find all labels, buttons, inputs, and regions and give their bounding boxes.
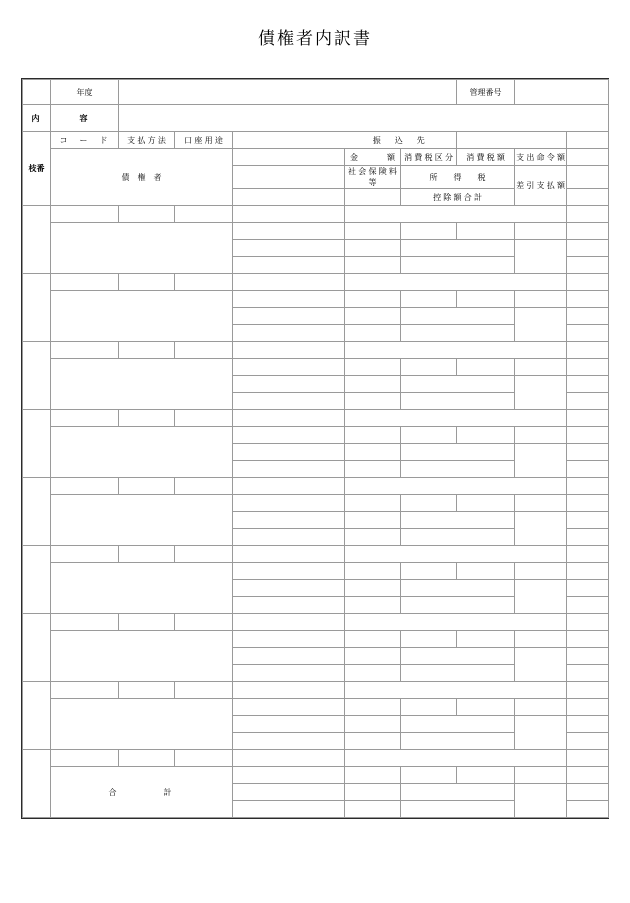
cell-top-blank-3 [457,274,515,291]
cell-tax-category[interactable] [401,563,457,580]
cell-net-payment[interactable] [515,648,567,682]
cell-right-3[interactable] [567,529,609,546]
cell-net-payment[interactable] [515,240,567,274]
cell-consumption-tax[interactable] [457,631,515,648]
cell-branch-no[interactable] [23,410,51,478]
cell-branch-no[interactable] [23,614,51,682]
cell-row-right[interactable] [567,682,609,699]
cell-net-payment[interactable] [515,308,567,342]
table-row [23,682,609,699]
cell-top-blank-2 [401,478,457,495]
cell-top-blank-2 [401,342,457,359]
cell-income-tax[interactable] [401,580,515,597]
cell-branch-no[interactable] [23,546,51,614]
cell-deduction-total[interactable] [401,665,515,682]
cell-right-1[interactable] [567,631,609,648]
cell-blank-mid[interactable] [345,733,401,750]
cell-top-blank-1 [345,274,401,291]
cell-creditor[interactable] [51,359,233,410]
cell-payment-order-amount[interactable] [515,291,567,308]
cell-account-use[interactable] [175,478,233,495]
cell-code[interactable] [51,410,119,427]
cell-creditor[interactable] [51,291,233,342]
cell-creditor[interactable] [51,631,233,682]
cell-transfer-detail-3[interactable] [233,597,345,614]
cell-transfer-detail-1[interactable] [233,359,345,376]
cell-account-use[interactable] [175,682,233,699]
cell-deduction-total[interactable] [401,597,515,614]
page-title: 債権者内訳書 [258,29,372,49]
total-amount[interactable] [345,767,401,784]
cell-right-2[interactable] [567,716,609,733]
table-row-creditor [23,223,609,240]
col-amount-gaku: 額 [387,152,395,162]
cell-transfer-to[interactable] [233,274,345,291]
cell-code[interactable] [51,274,119,291]
cell-amount[interactable] [345,359,401,376]
total-detail-2 [233,784,345,801]
colheader-row-1 [23,132,609,149]
table-row [23,614,609,631]
cell-payment-order-amount[interactable] [515,495,567,512]
total-row-label [23,767,609,784]
cell-income-tax[interactable] [401,308,515,325]
total-right-1 [567,767,609,784]
cell-right-3[interactable] [567,257,609,274]
col-transfer-detail-2 [233,166,345,189]
col-transfer-to-right [457,132,515,149]
cell-net-payment[interactable] [515,580,567,614]
cell-blank-mid[interactable] [345,461,401,478]
cell-transfer-to[interactable] [233,614,345,631]
cell-payment-method[interactable] [119,682,175,699]
total-code [51,750,119,767]
total-social-insurance[interactable] [345,784,401,801]
cell-consumption-tax[interactable] [457,699,515,716]
cell-branch-no[interactable] [23,682,51,750]
total-payment-order-amount[interactable] [515,767,567,784]
spacer-cell [23,80,51,105]
total-right [567,750,609,767]
col-transfer-detail-1 [233,149,345,166]
cell-social-insurance[interactable] [345,376,401,393]
cell-top-blank-4 [515,682,567,699]
cell-top-blank-1 [345,546,401,563]
cell-deduction-total[interactable] [401,529,515,546]
col-blank-right-4 [567,189,609,206]
cell-transfer-detail-2[interactable] [233,512,345,529]
table-row [23,478,609,495]
cell-top-blank-4 [515,206,567,223]
table-row-creditor [23,699,609,716]
cell-income-tax[interactable] [401,512,515,529]
cell-tax-category[interactable] [401,699,457,716]
cell-net-payment[interactable] [515,512,567,546]
cell-right-2[interactable] [567,376,609,393]
cell-top-blank-4 [515,342,567,359]
cell-income-tax[interactable] [401,240,515,257]
cell-amount[interactable] [345,495,401,512]
cell-creditor[interactable] [51,427,233,478]
cell-code[interactable] [51,614,119,631]
cell-right-2[interactable] [567,240,609,257]
colheader-row-2 [23,149,609,166]
cell-top-blank-4 [515,410,567,427]
cell-tax-category[interactable] [401,223,457,240]
total-detail-1 [233,767,345,784]
cell-social-insurance[interactable] [345,716,401,733]
col-payment-method: 支 払 方 法 [119,132,175,149]
total-tax-category[interactable] [401,767,457,784]
cell-top-blank-3 [457,410,515,427]
cell-row-right[interactable] [567,274,609,291]
cell-top-blank-1 [345,410,401,427]
total-row-head [23,750,609,767]
col-account-use: 口 座 用 途 [175,132,233,149]
cell-right-1[interactable] [567,359,609,376]
cell-transfer-detail-3[interactable] [233,257,345,274]
table-row [23,546,609,563]
cell-right-2[interactable] [567,648,609,665]
col-blank-right-3 [567,166,609,189]
cell-right-3[interactable] [567,393,609,410]
col-social-insurance: 社 会 保 険 料 等 [345,166,401,189]
cell-transfer-to[interactable] [233,682,345,699]
total-deduction-total[interactable] [401,801,515,818]
total-account-use [175,750,233,767]
table-row [23,410,609,427]
cell-social-insurance[interactable] [345,444,401,461]
col-transfer-to-left [233,132,345,149]
cell-top-blank-1 [345,614,401,631]
cell-tax-category[interactable] [401,359,457,376]
cell-payment-method[interactable] [119,410,175,427]
fiscal-year-value[interactable] [119,80,457,105]
cell-deduction-total[interactable] [401,393,515,410]
cell-payment-method[interactable] [119,478,175,495]
cell-blank-mid[interactable] [345,665,401,682]
cell-amount[interactable] [345,223,401,240]
cell-payment-method[interactable] [119,206,175,223]
table-row [23,342,609,359]
cell-transfer-detail-2[interactable] [233,444,345,461]
cell-transfer-to[interactable] [233,546,345,563]
cell-account-use[interactable] [175,206,233,223]
total-detail-3 [233,801,345,818]
cell-amount[interactable] [345,291,401,308]
cell-deduction-total[interactable] [401,461,515,478]
cell-tax-category[interactable] [401,427,457,444]
cell-right-3[interactable] [567,461,609,478]
cell-creditor[interactable] [51,223,233,274]
cell-top-blank-2 [401,614,457,631]
cell-social-insurance[interactable] [345,512,401,529]
cell-code[interactable] [51,682,119,699]
control-number-value[interactable] [515,80,609,105]
cell-consumption-tax[interactable] [457,427,515,444]
total-top-blank-2 [401,750,457,767]
cell-transfer-detail-2[interactable] [233,240,345,257]
cell-blank-mid[interactable] [345,597,401,614]
cell-consumption-tax[interactable] [457,359,515,376]
col-transfer-detail-3 [233,189,345,206]
table-row [23,274,609,291]
cell-transfer-detail-1[interactable] [233,631,345,648]
cell-net-payment[interactable] [515,376,567,410]
cell-transfer-detail-1[interactable] [233,699,345,716]
total-net-payment[interactable] [515,784,567,818]
col-net-payment: 差 引 支 払 額 [516,181,565,190]
cell-social-insurance[interactable] [345,240,401,257]
cell-top-blank-2 [401,274,457,291]
cell-right-3[interactable] [567,733,609,750]
cell-row-right[interactable] [567,546,609,563]
cell-row-right[interactable] [567,206,609,223]
col-net-payment-cell [515,166,567,206]
cell-top-blank-1 [345,682,401,699]
cell-row-right[interactable] [567,478,609,495]
cell-payment-method[interactable] [119,614,175,631]
table-row-creditor [23,359,609,376]
cell-transfer-detail-1[interactable] [233,223,345,240]
cell-top-blank-3 [457,478,515,495]
cell-right-1[interactable] [567,495,609,512]
cell-transfer-detail-3[interactable] [233,393,345,410]
cell-top-blank-3 [457,682,515,699]
cell-row-right[interactable] [567,614,609,631]
cell-payment-order-amount[interactable] [515,699,567,716]
cell-top-blank-2 [401,410,457,427]
cell-branch-no[interactable] [23,478,51,546]
col-consumption-tax: 消 費 税 額 [457,149,515,166]
cell-tax-category[interactable] [401,495,457,512]
cell-transfer-detail-2[interactable] [233,376,345,393]
total-top-blank-3 [457,750,515,767]
cell-right-1[interactable] [567,699,609,716]
total-payment-method [119,750,175,767]
cell-transfer-detail-3[interactable] [233,325,345,342]
cell-top-blank-4 [515,546,567,563]
cell-account-use[interactable] [175,546,233,563]
cell-account-use[interactable] [175,274,233,291]
table-row [23,206,609,223]
cell-income-tax[interactable] [401,376,515,393]
main-table [22,79,609,818]
cell-deduction-total[interactable] [401,733,515,750]
cell-transfer-detail-1[interactable] [233,291,345,308]
total-blank-mid [345,801,401,818]
cell-transfer-detail-2[interactable] [233,716,345,733]
col-branch-no: 枝番 [23,132,51,206]
table-row-creditor [23,495,609,512]
cell-net-payment[interactable] [515,444,567,478]
cell-code[interactable] [51,546,119,563]
total-transfer-to [233,750,345,767]
total-top-blank-1 [345,750,401,767]
cell-tax-category[interactable] [401,291,457,308]
cell-top-blank-4 [515,614,567,631]
cell-top-blank-1 [345,478,401,495]
table-row-creditor [23,291,609,308]
cell-transfer-detail-2[interactable] [233,308,345,325]
cell-deduction-total[interactable] [401,257,515,274]
creditor-breakdown-sheet [21,78,609,819]
cell-right-3[interactable] [567,597,609,614]
col-blank-mid [345,189,401,206]
cell-consumption-tax[interactable] [457,291,515,308]
table-row-creditor [23,631,609,648]
cell-top-blank-3 [457,546,515,563]
cell-right-3[interactable] [567,325,609,342]
cell-social-insurance[interactable] [345,580,401,597]
cell-top-blank-3 [457,206,515,223]
col-amount [345,149,401,166]
cell-transfer-detail-1[interactable] [233,427,345,444]
cell-payment-order-amount[interactable] [515,631,567,648]
cell-creditor[interactable] [51,563,233,614]
cell-right-3[interactable] [567,665,609,682]
cell-transfer-to[interactable] [233,206,345,223]
content-label-part2: 容 [51,105,119,132]
cell-payment-method[interactable] [119,342,175,359]
cell-amount[interactable] [345,631,401,648]
cell-amount[interactable] [345,427,401,444]
table-row-creditor [23,563,609,580]
col-creditor: 債 権 者 [51,149,233,206]
cell-transfer-to[interactable] [233,410,345,427]
cell-blank-mid[interactable] [345,325,401,342]
table-row-creditor [23,427,609,444]
cell-top-blank-4 [515,478,567,495]
cell-top-blank-4 [515,274,567,291]
cell-right-1[interactable] [567,223,609,240]
cell-amount[interactable] [345,563,401,580]
cell-transfer-detail-1[interactable] [233,563,345,580]
cell-transfer-detail-2[interactable] [233,580,345,597]
col-amount-kin: 金 [350,152,358,162]
header-row-meta [23,80,609,105]
cell-social-insurance[interactable] [345,308,401,325]
cell-payment-method[interactable] [119,546,175,563]
cell-creditor[interactable] [51,699,233,750]
cell-account-use[interactable] [175,614,233,631]
cell-deduction-total[interactable] [401,325,515,342]
cell-social-insurance[interactable] [345,648,401,665]
cell-code[interactable] [51,342,119,359]
cell-payment-order-amount[interactable] [515,427,567,444]
total-top-blank-4 [515,750,567,767]
cell-transfer-to[interactable] [233,342,345,359]
cell-right-2[interactable] [567,580,609,597]
cell-top-blank-2 [401,206,457,223]
col-header-blank-right [567,132,609,149]
cell-payment-order-amount[interactable] [515,359,567,376]
cell-transfer-detail-3[interactable] [233,461,345,478]
cell-net-payment[interactable] [515,716,567,750]
control-number-label: 管理番号 [457,80,515,105]
content-value[interactable] [119,105,609,132]
total-branch-no [23,750,51,818]
cell-right-1[interactable] [567,291,609,308]
cell-code[interactable] [51,206,119,223]
cell-creditor[interactable] [51,495,233,546]
cell-transfer-detail-2[interactable] [233,648,345,665]
total-income-tax[interactable] [401,784,515,801]
cell-transfer-detail-3[interactable] [233,733,345,750]
content-label-part1: 内 [23,105,51,132]
cell-code[interactable] [51,478,119,495]
cell-top-blank-3 [457,342,515,359]
cell-branch-no[interactable] [23,274,51,342]
cell-branch-no[interactable] [23,342,51,410]
cell-transfer-detail-1[interactable] [233,495,345,512]
col-blank-right-2 [567,149,609,166]
cell-tax-category[interactable] [401,631,457,648]
col-deduction-total: 控 除 額 合 計 [401,189,515,206]
cell-payment-order-amount[interactable] [515,223,567,240]
header-row-content [23,105,609,132]
cell-blank-mid[interactable] [345,393,401,410]
cell-transfer-to[interactable] [233,478,345,495]
cell-top-blank-1 [345,206,401,223]
col-tax-category: 消 費 税 区 分 [401,149,457,166]
cell-account-use[interactable] [175,342,233,359]
col-transfer-to-right2 [515,132,567,149]
cell-transfer-detail-3[interactable] [233,529,345,546]
cell-blank-mid[interactable] [345,257,401,274]
cell-right-1[interactable] [567,427,609,444]
cell-top-blank-2 [401,546,457,563]
cell-top-blank-1 [345,342,401,359]
cell-payment-method[interactable] [119,274,175,291]
cell-right-1[interactable] [567,563,609,580]
cell-consumption-tax[interactable] [457,495,515,512]
col-payment-order-amount: 支 出 命 令 額 [515,149,567,166]
total-right-3 [567,801,609,818]
cell-right-2[interactable] [567,308,609,325]
cell-amount[interactable] [345,699,401,716]
cell-right-2[interactable] [567,512,609,529]
cell-consumption-tax[interactable] [457,563,515,580]
cell-income-tax[interactable] [401,716,515,733]
cell-top-blank-3 [457,614,515,631]
cell-row-right[interactable] [567,342,609,359]
cell-payment-order-amount[interactable] [515,563,567,580]
total-right-2 [567,784,609,801]
cell-right-2[interactable] [567,444,609,461]
col-income-tax: 所 得 税 [401,166,515,189]
col-transfer-to: 振 込 先 [345,132,457,149]
cell-income-tax[interactable] [401,648,515,665]
col-code: コ ー ド [51,132,119,149]
cell-row-right[interactable] [567,410,609,427]
cell-top-blank-2 [401,682,457,699]
fiscal-year-label: 年度 [51,80,119,105]
cell-income-tax[interactable] [401,444,515,461]
cell-account-use[interactable] [175,410,233,427]
cell-branch-no[interactable] [23,206,51,274]
cell-consumption-tax[interactable] [457,223,515,240]
cell-transfer-detail-3[interactable] [233,665,345,682]
total-label: 合 計 [51,767,233,818]
total-consumption-tax[interactable] [457,767,515,784]
cell-blank-mid[interactable] [345,529,401,546]
